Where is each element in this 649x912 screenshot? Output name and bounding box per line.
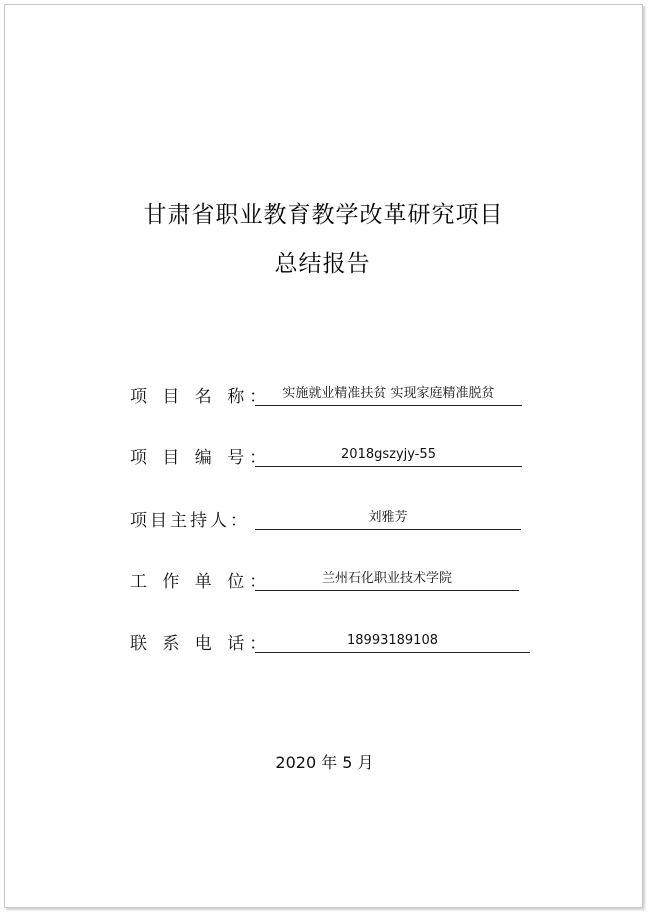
field-row-project-name [0, 382, 649, 412]
project-number-value: 2018gszyjy-55 [255, 444, 522, 467]
work-unit-label: 工 作 单 位： [130, 572, 272, 592]
field-row-work-unit [0, 567, 649, 597]
field-row-phone [0, 629, 649, 659]
report-date: 2020 年 5 月 [275, 753, 374, 772]
field-row-project-leader [0, 506, 649, 536]
phone-value: 18993189108 [255, 630, 530, 653]
project-number-label: 项 目 编 号： [130, 448, 272, 468]
field-row-project-number [0, 443, 649, 473]
phone-label: 联 系 电 话： [130, 634, 272, 654]
work-unit-value: 兰州石化职业技术学院 [255, 568, 519, 591]
project-leader-label: 项目主持人： [130, 511, 250, 531]
project-name-label: 项 目 名 称： [130, 387, 272, 407]
project-leader-value: 刘雅芳 [255, 507, 521, 530]
project-name-value: 实施就业精准扶贫 实现家庭精准脱贫 [255, 383, 522, 406]
report-subtitle: 总结报告 [274, 251, 371, 277]
report-title: 甘肃省职业教育教学改革研究项目 [143, 202, 504, 228]
